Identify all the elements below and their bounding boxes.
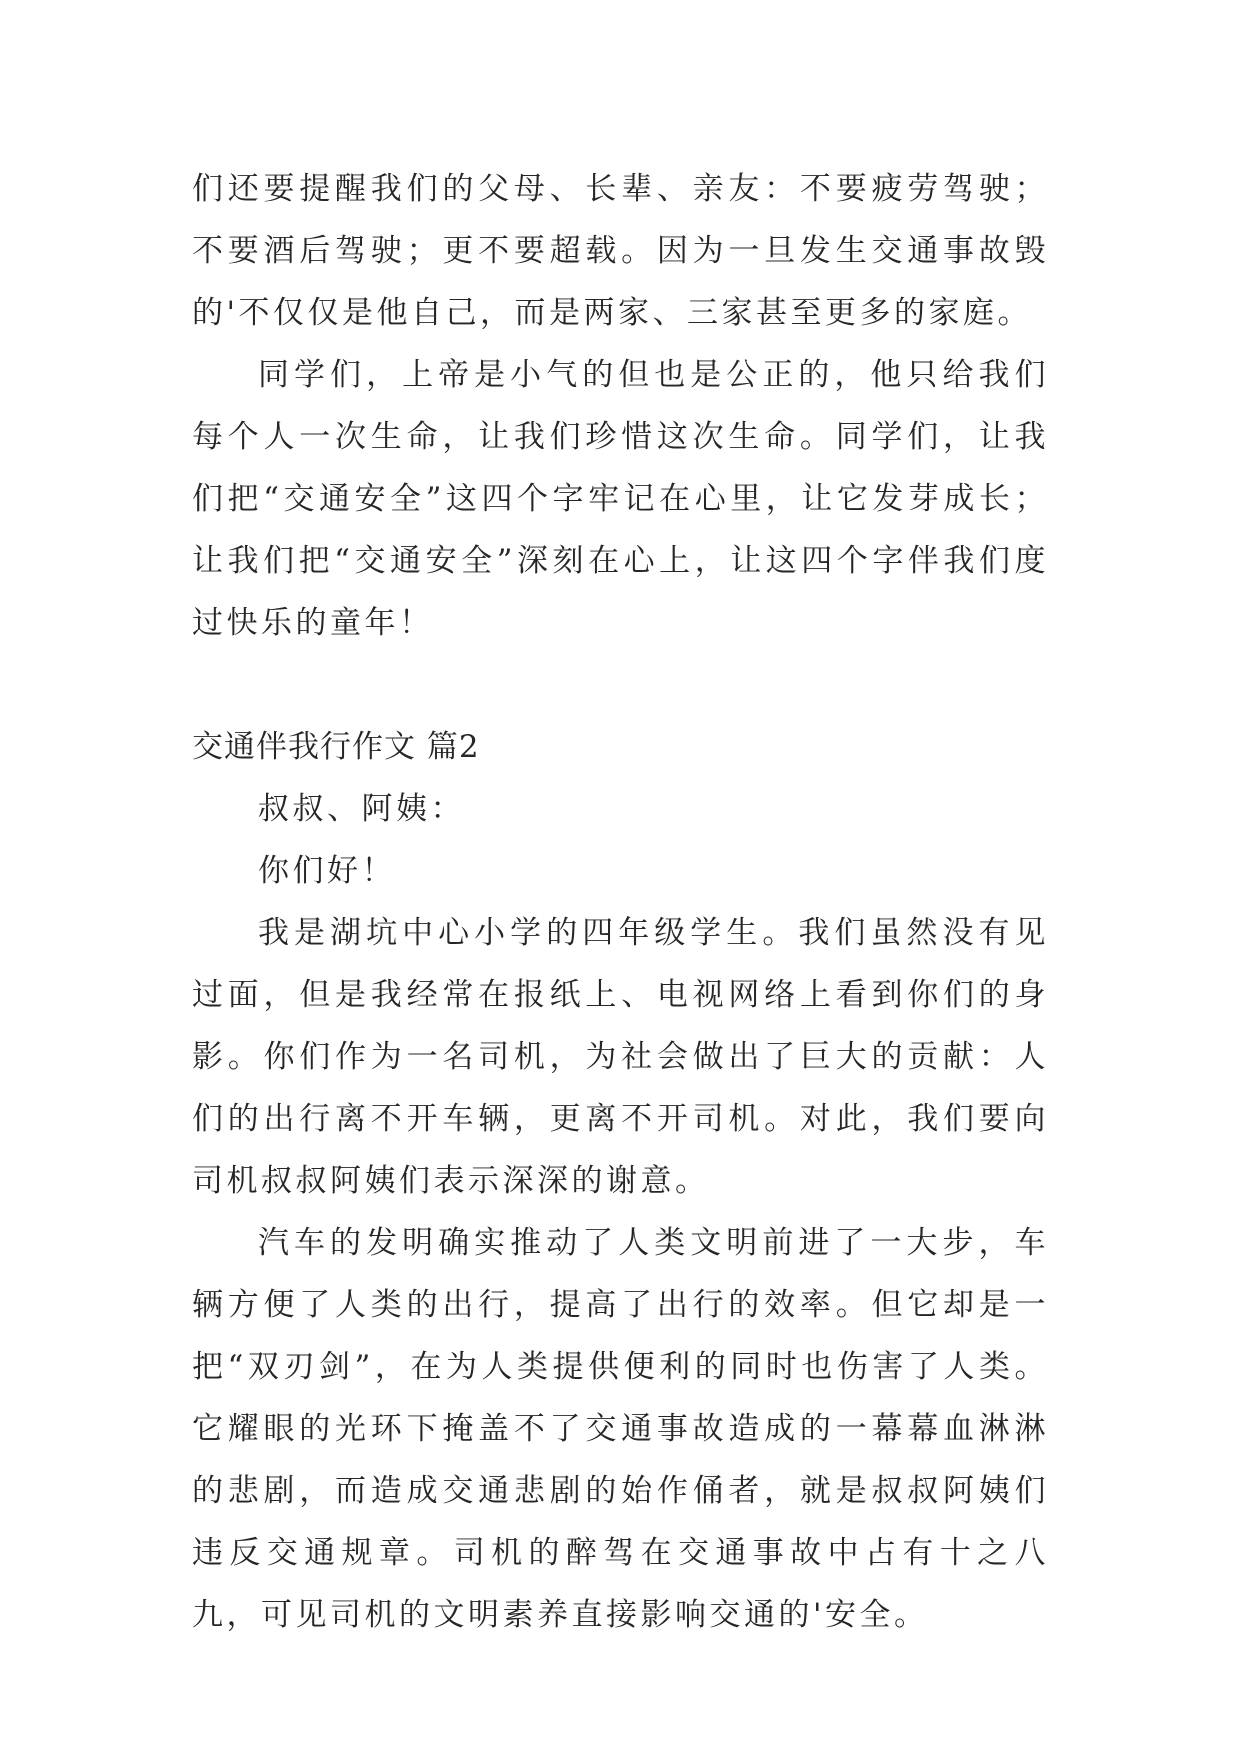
essay1-closing-paragraph: 同学们，上帝是小气的但也是公正的，他只给我们每个人一次生命，让我们珍惜这次生命。同学们，让我们把“交通安全”这四个字牢记在心里，让它发芽成长；让我们把“交通安全”深刻在心上，让这四个字伴我们度过快乐的童年！: [192, 357, 1049, 641]
essay2-paragraph-1: 我是湖坑中心小学的四年级学生。我们虽然没有见过面，但是我经常在报纸上、电视网络上看到你们的身影。你们作为一名司机，为社会做出了巨大的贡献：人们的出行离不开车辆，更离不开司机。对此，我们要向司机叔叔阿姨们表示深深的谢意。: [192, 915, 1049, 1199]
essay2-salutation: 叔叔、阿姨：: [258, 791, 465, 827]
document-body: [192, 158, 1049, 1646]
section-spacer: [192, 654, 1049, 716]
essay2-title: 交通伴我行作文 篇2: [192, 729, 480, 765]
essay2-paragraph-2: 汽车的发明确实推动了人类文明前进了一大步，车辆方便了人类的出行，提高了出行的效率。但它却是一把“双刃剑”，在为人类提供便利的同时也伤害了人类。它耀眼的光环下掩盖不了交通事故造成的一幕幕血淋淋的悲剧，而造成交通悲剧的始作俑者，就是叔叔阿姨们违反交通规章。司机的醉驾在交通事故中占有十之八九，可见司机的文明素养直接影响交通的'安全。: [192, 1225, 1049, 1633]
essay1-continuation-paragraph: 们还要提醒我们的父母、长辈、亲友：不要疲劳驾驶；不要酒后驾驶；更不要超载。因为一旦发生交通事故毁的'不仅仅是他自己，而是两家、三家甚至更多的家庭。: [192, 171, 1049, 331]
essay2-greeting: 你们好！: [258, 853, 396, 889]
